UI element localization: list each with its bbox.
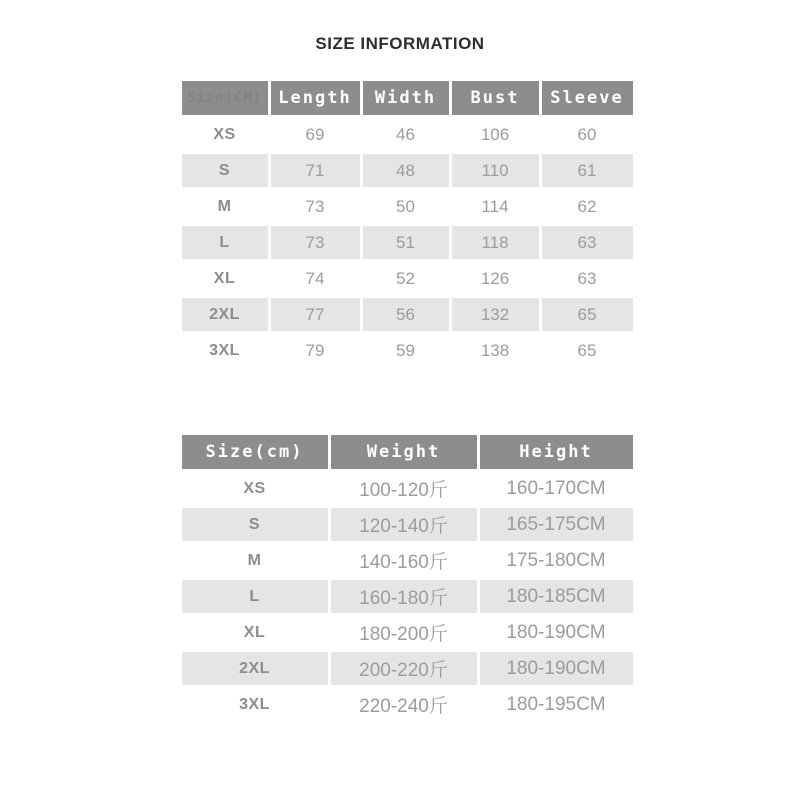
table-row (182, 580, 633, 613)
table-row (182, 544, 633, 577)
table-row (182, 262, 633, 295)
width-value: 59 (363, 334, 449, 367)
size-label: XL (182, 616, 328, 649)
header-row (182, 435, 633, 469)
size-label: 3XL (182, 688, 328, 721)
height-value: 160-170CM (480, 472, 633, 505)
size-label: XS (182, 118, 268, 151)
size-label: XL (182, 262, 268, 295)
table-row (182, 652, 633, 685)
weight-height-table-header (182, 435, 633, 469)
column-header-height: Height (480, 435, 633, 469)
bust-value: 132 (452, 298, 539, 331)
size-label: 2XL (182, 298, 268, 331)
weight-value: 220-240斤 (331, 688, 477, 721)
size-label: XS (182, 472, 328, 505)
measurements-table (179, 78, 636, 370)
height-value: 180-195CM (480, 688, 633, 721)
sleeve-value: 65 (542, 334, 633, 367)
table-row (182, 334, 633, 367)
column-header-size: Size(CM) (182, 81, 268, 115)
table-row (182, 190, 633, 223)
bust-value: 138 (452, 334, 539, 367)
length-value: 73 (271, 190, 360, 223)
header-row (182, 81, 633, 115)
weight-value: 180-200斤 (331, 616, 477, 649)
table-row (182, 226, 633, 259)
column-header-bust: Bust (452, 81, 539, 115)
width-value: 51 (363, 226, 449, 259)
length-value: 77 (271, 298, 360, 331)
sleeve-value: 63 (542, 226, 633, 259)
table-row (182, 298, 633, 331)
size-label: S (182, 508, 328, 541)
table-row (182, 118, 633, 151)
height-value: 165-175CM (480, 508, 633, 541)
height-value: 175-180CM (480, 544, 633, 577)
length-value: 69 (271, 118, 360, 151)
table-row (182, 688, 633, 721)
length-value: 74 (271, 262, 360, 295)
size-label: M (182, 544, 328, 577)
length-value: 71 (271, 154, 360, 187)
table-row (182, 616, 633, 649)
sleeve-value: 62 (542, 190, 633, 223)
column-header-sleeve: Sleeve (542, 81, 633, 115)
weight-value: 160-180斤 (331, 580, 477, 613)
width-value: 46 (363, 118, 449, 151)
size-label: L (182, 580, 328, 613)
size-label: 2XL (182, 652, 328, 685)
sleeve-value: 61 (542, 154, 633, 187)
size-label: 3XL (182, 334, 268, 367)
page-title: SIZE INFORMATION (315, 34, 485, 53)
size-label: S (182, 154, 268, 187)
bust-value: 118 (452, 226, 539, 259)
weight-value: 100-120斤 (331, 472, 477, 505)
bust-value: 110 (452, 154, 539, 187)
width-value: 52 (363, 262, 449, 295)
weight-value: 140-160斤 (331, 544, 477, 577)
weight-height-table (179, 432, 636, 724)
table-row (182, 154, 633, 187)
column-header-width: Width (363, 81, 449, 115)
height-value: 180-190CM (480, 616, 633, 649)
column-header-size-cm: Size(cm) (182, 435, 328, 469)
size-label: M (182, 190, 268, 223)
sleeve-value: 65 (542, 298, 633, 331)
width-value: 50 (363, 190, 449, 223)
length-value: 79 (271, 334, 360, 367)
length-value: 73 (271, 226, 360, 259)
height-value: 180-185CM (480, 580, 633, 613)
weight-value: 200-220斤 (331, 652, 477, 685)
bust-value: 126 (452, 262, 539, 295)
sleeve-value: 60 (542, 118, 633, 151)
table-row (182, 508, 633, 541)
width-value: 48 (363, 154, 449, 187)
bust-value: 106 (452, 118, 539, 151)
size-label: L (182, 226, 268, 259)
bust-value: 114 (452, 190, 539, 223)
sleeve-value: 63 (542, 262, 633, 295)
weight-value: 120-140斤 (331, 508, 477, 541)
column-header-weight: Weight (331, 435, 477, 469)
measurements-table-header (182, 81, 633, 115)
width-value: 56 (363, 298, 449, 331)
table-row (182, 472, 633, 505)
height-value: 180-190CM (480, 652, 633, 685)
column-header-length: Length (271, 81, 360, 115)
